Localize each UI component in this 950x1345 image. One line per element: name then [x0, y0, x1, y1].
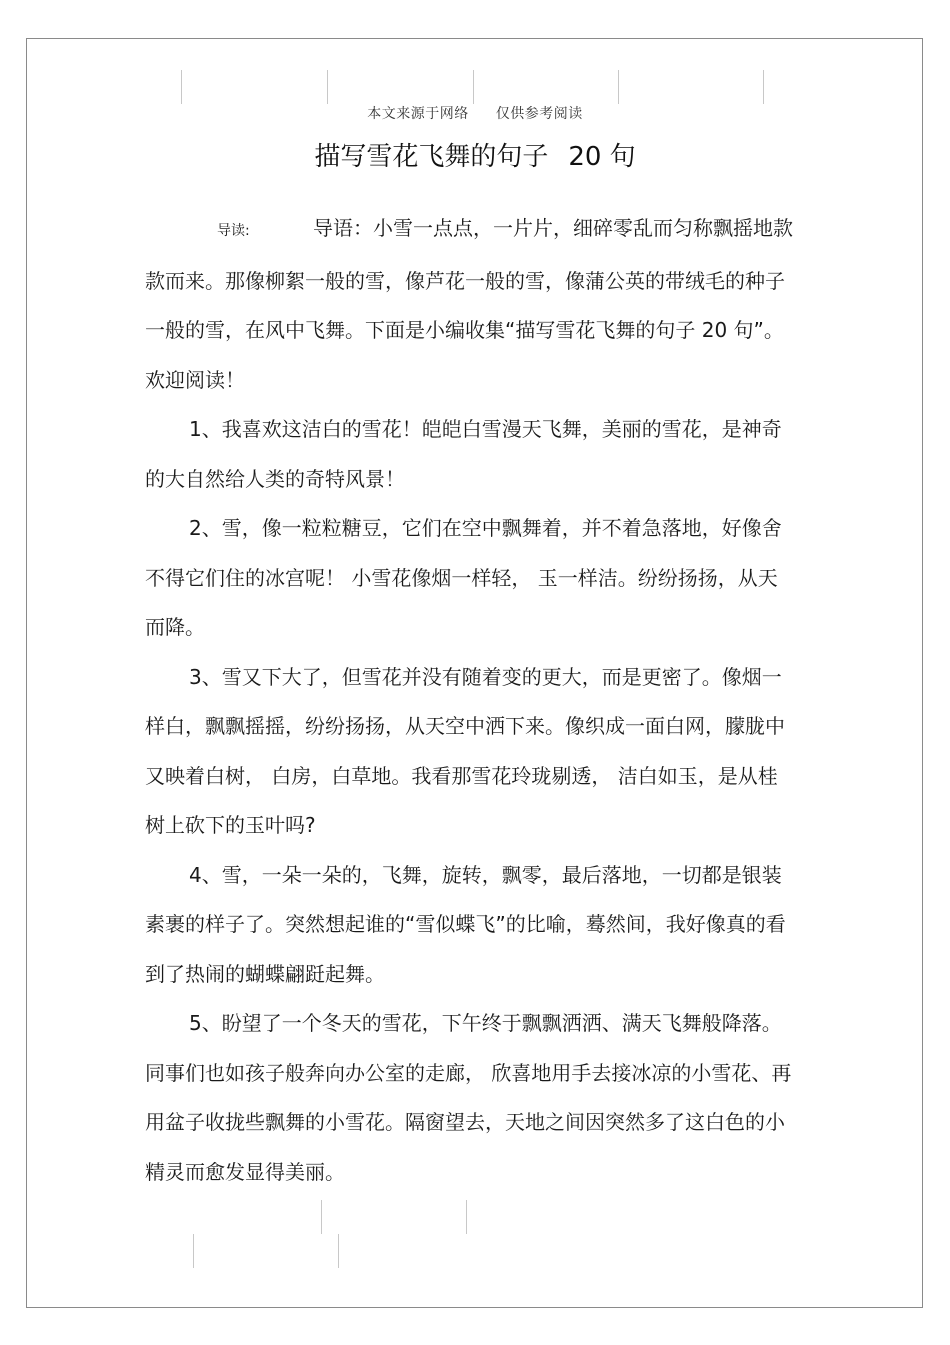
list-item: 2、雪，像一粒粒糖豆，它们在空中飘舞着，并不着急落地，好像舍不得它们住的冰宫呢！ 小雪花像烟一样轻， 玉一样洁。纷纷扬扬，从天而降。 — [145, 516, 782, 639]
scan-line — [466, 1200, 467, 1234]
scan-line — [321, 1200, 322, 1234]
list-item: 3、雪又下大了，但雪花并没有随着变的更大，而是更密了。像烟一样白，飘飘摇摇，纷纷扬扬，从天空中洒下来。像织成一面白网，朦胧中又映着白树， 白房，白草地。我看那雪花玲珑剔透， 洁白如玉，是从桂树上砍下的玉叶吗? — [145, 664, 785, 837]
scan-line — [181, 70, 182, 104]
reference-note: 仅供参考阅读 — [495, 106, 583, 122]
list-item: 1、我喜欢这洁白的雪花！皑皑白雪漫天飞舞，美丽的雪花，是神奇的大自然给人类的奇特风景！ — [145, 417, 782, 491]
list-item: 4、雪，一朵一朵的，飞舞，旋转，飘零，最后落地，一切都是银装素裹的样子了。突然想起谁的“雪似蝶飞”的比喻，蓦然间，我好像真的看到了热闹的蝴蝶翩跹起舞。 — [145, 862, 786, 986]
scan-line — [193, 1234, 194, 1268]
source-note: 本文来源于网络 — [367, 106, 469, 122]
intro-label: 导读: — [217, 223, 250, 239]
scan-line — [618, 70, 619, 104]
header-note — [0, 103, 950, 123]
intro-text: 导语：小雪一点点，一片片，细碎零乱而匀称飘摇地款款而来。那像柳絮一般的雪，像芦花一般的雪，像蒲公英的带绒毛的种子一般的雪，在风中飞舞。下面是小编收集“描写雪花飞舞的句子 20 句”。欢迎阅读！ — [145, 216, 793, 392]
scan-line — [473, 70, 474, 104]
scan-line — [338, 1234, 339, 1268]
document-title — [0, 136, 950, 173]
intro-paragraph — [145, 204, 795, 405]
scan-line — [763, 70, 764, 104]
title-text: 描写雪花飞舞的句子 — [314, 142, 549, 172]
document-body — [145, 204, 795, 1197]
list-item: 5、盼望了一个冬天的雪花，下午终于飘飘洒洒、满天飞舞般降落。同事们也如孩子般奔向办公室的走廊， 欣喜地用手去接冰凉的小雪花、再用盆子收拢些飘舞的小雪花。隔窗望去，天地之间因突然多了这白色的小精灵而愈发显得美丽。 — [145, 1011, 792, 1184]
scan-line — [327, 70, 328, 104]
title-count: 20 句 — [568, 142, 636, 172]
